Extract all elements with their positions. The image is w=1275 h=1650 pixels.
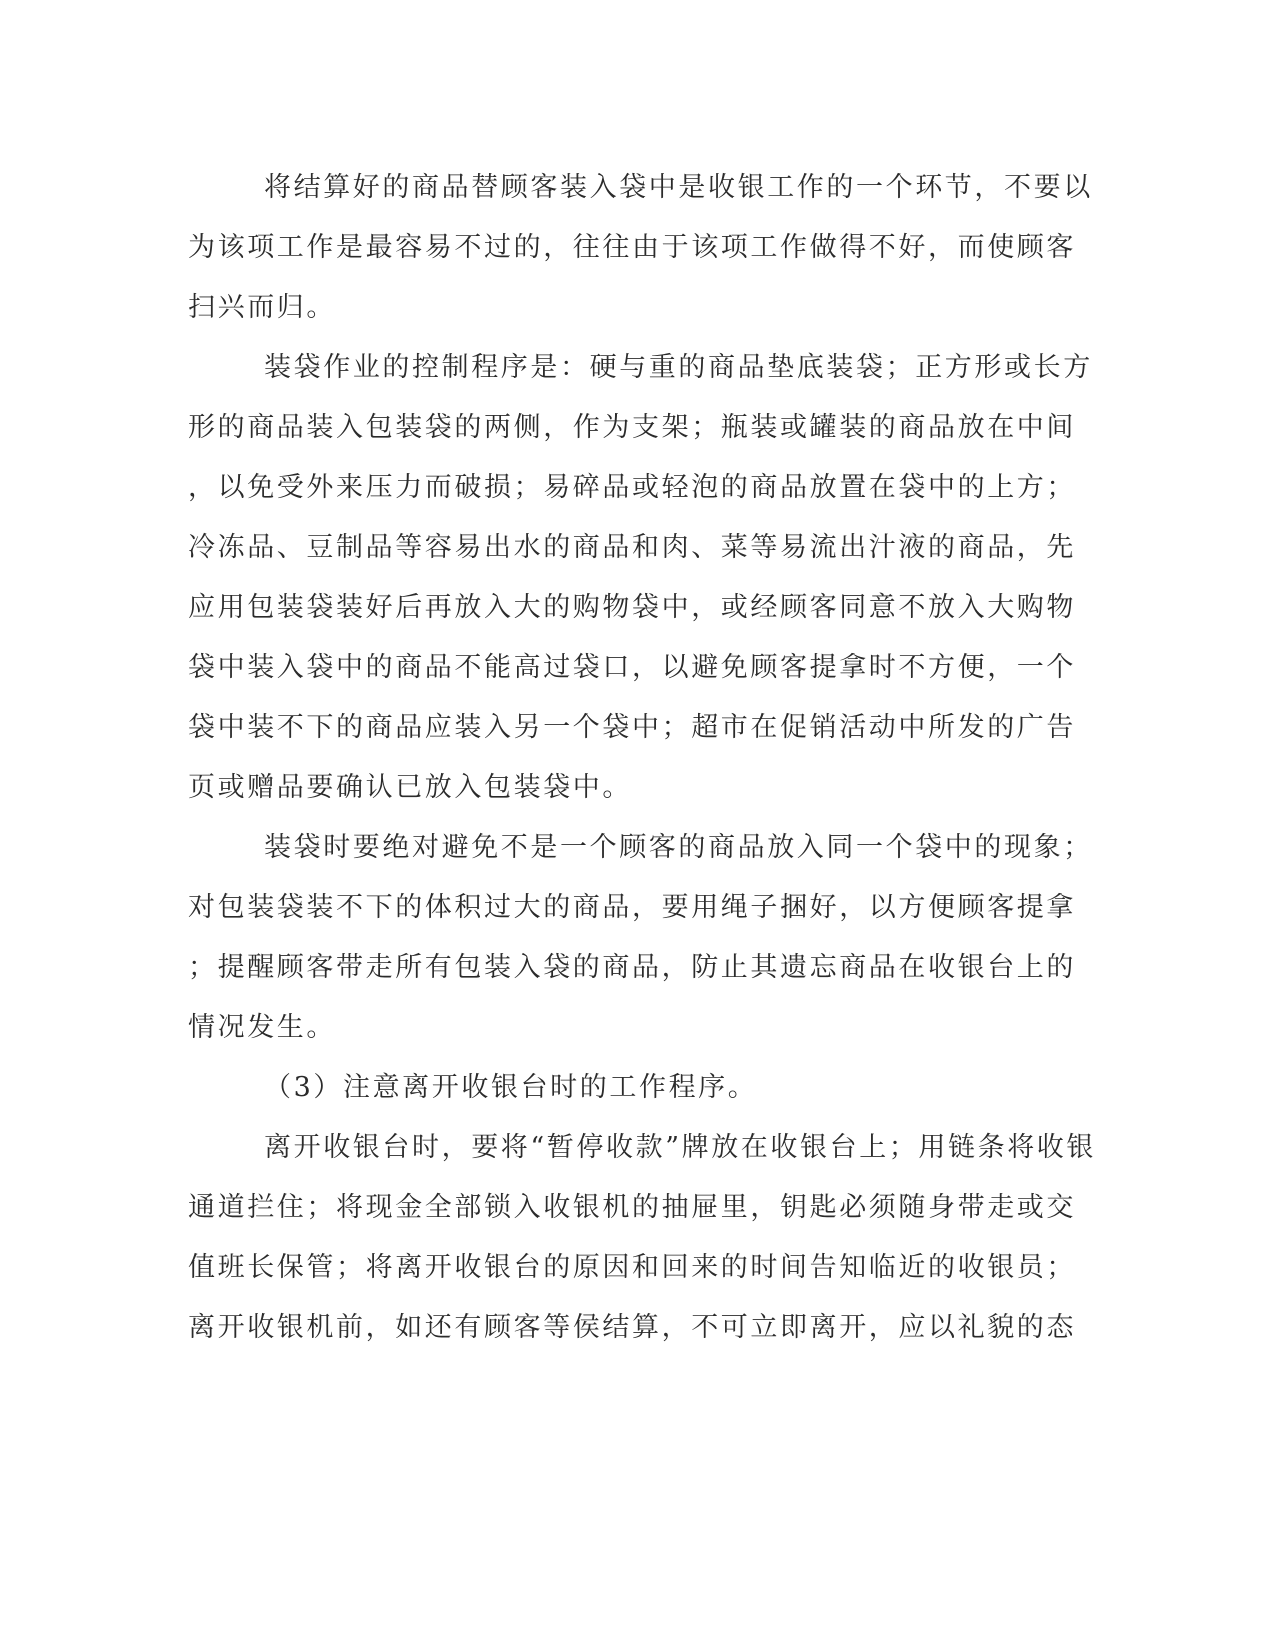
paragraph-2-line-6: 袋中装入袋中的商品不能高过袋口，以避免顾客提拿时不方便，一个 (188, 652, 1076, 683)
paragraph-5-line-2: 通道拦住；将现金全部锁入收银机的抽屉里，钥匙必须随身带走或交 (188, 1192, 1076, 1223)
paragraph-3-line-1: 装袋时要绝对避免不是一个顾客的商品放入同一个袋中的现象； (264, 832, 1093, 863)
paragraph-2-line-1: 装袋作业的控制程序是：硬与重的商品垫底装袋；正方形或长方 (264, 352, 1093, 383)
paragraph-3-line-2: 对包装袋装不下的体积过大的商品，要用绳子捆好，以方便顾客提拿 (188, 892, 1076, 923)
paragraph-2-line-3: ，以免受外来压力而破损；易碎品或轻泡的商品放置在袋中的上方； (188, 472, 1076, 503)
paragraph-5-line-4: 离开收银机前，如还有顾客等侯结算，不可立即离开，应以礼貌的态 (188, 1312, 1076, 1343)
paragraph-2-line-5: 应用包装袋装好后再放入大的购物袋中，或经顾客同意不放入大购物 (188, 592, 1076, 623)
paragraph-3-line-4: 情况发生。 (188, 1012, 336, 1043)
paragraph-1-line-2: 为该项工作是最容易不过的，往往由于该项工作做得不好，而使顾客 (188, 232, 1076, 263)
paragraph-5-line-3: 值班长保管；将离开收银台的原因和回来的时间告知临近的收银员； (188, 1252, 1076, 1283)
paragraph-1-line-3: 扫兴而归。 (188, 292, 336, 323)
paragraph-3-line-3: ；提醒顾客带走所有包装入袋的商品，防止其遗忘商品在收银台上的 (188, 952, 1076, 983)
paragraph-2-line-7: 袋中装不下的商品应装入另一个袋中；超市在促销活动中所发的广告 (188, 712, 1076, 743)
paragraph-2-line-2: 形的商品装入包装袋的两侧，作为支架；瓶装或罐装的商品放在中间 (188, 412, 1076, 443)
section-heading: （3）注意离开收银台时的工作程序。 (264, 1072, 758, 1103)
paragraph-5-line-1: 离开收银台时，要将“暂停收款”牌放在收银台上；用链条将收银 (264, 1132, 1097, 1163)
paragraph-2-line-4: 冷冻品、豆制品等容易出水的商品和肉、菜等易流出汁液的商品，先 (188, 532, 1076, 563)
paragraph-2-line-8: 页或赠品要确认已放入包装袋中。 (188, 772, 632, 803)
paragraph-1-line-1: 将结算好的商品替顾客装入袋中是收银工作的一个环节，不要以 (264, 172, 1093, 203)
document-body (188, 158, 1097, 1358)
